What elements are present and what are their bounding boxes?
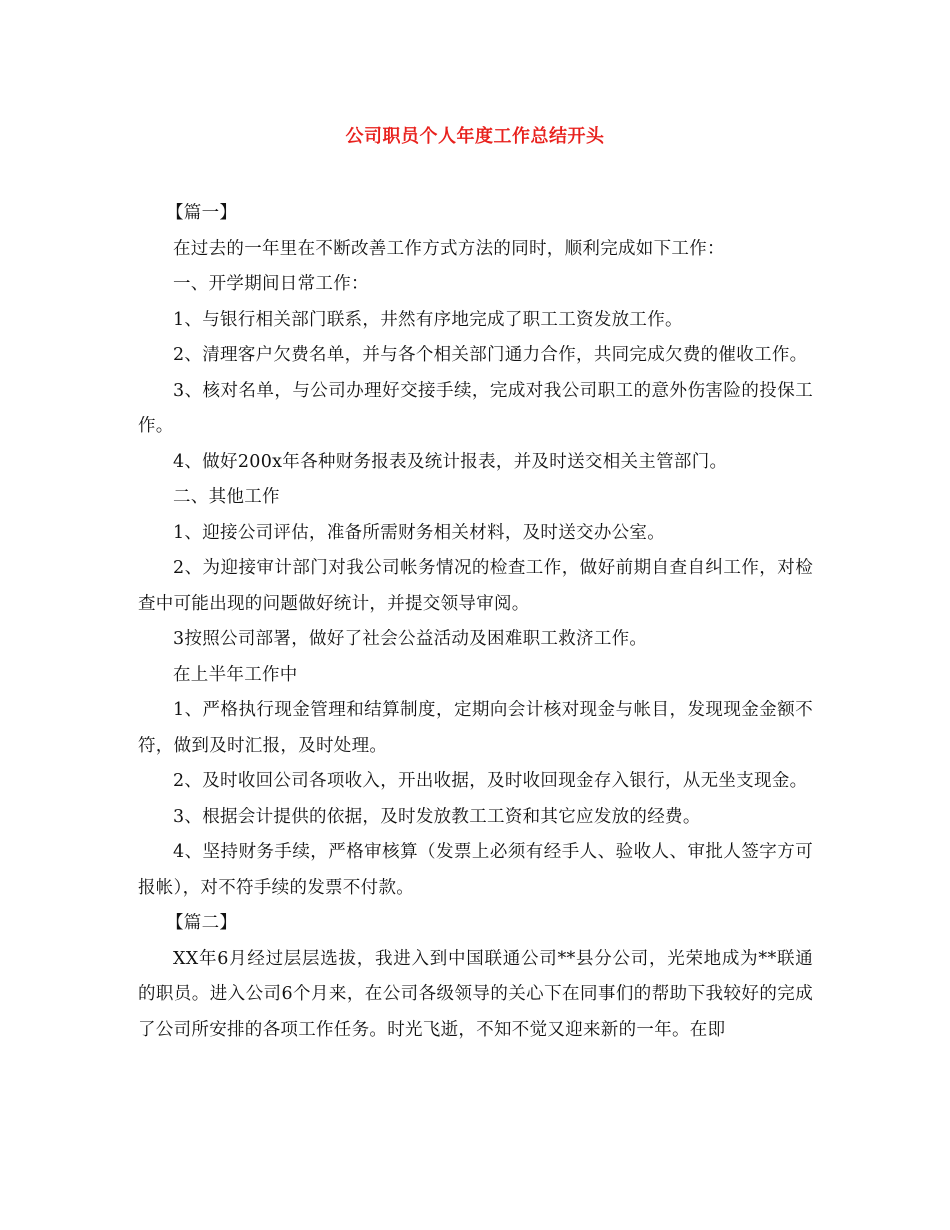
document-title: 公司职员个人年度工作总结开头	[345, 126, 605, 147]
section-heading: 【篇二】	[166, 913, 238, 933]
paragraph: 3、核对名单，与公司办理好交接手续，完成对我公司职工的意外伤害险的投保工作。	[138, 380, 813, 436]
paragraph: 在过去的一年里在不断改善工作方式方法的同时，顺利完成如下工作：	[173, 238, 725, 259]
document-body	[138, 196, 813, 1048]
paragraph: 1、严格执行现金管理和结算制度，定期向会计核对现金与帐目，发现现金金额不符，做到及时汇报，及时处理。	[138, 700, 813, 756]
paragraph: 2、及时收回公司各项收入，开出收据，及时收回现金存入银行，从无坐支现金。	[173, 771, 808, 791]
paragraph: 3按照公司部署，做好了社会公益活动及困难职工救济工作。	[173, 629, 648, 649]
paragraph: 4、坚持财务手续，严格审核算（发票上必须有经手人、验收人、审批人签字方可报帐），对不符手续的发票不付款。	[138, 842, 813, 898]
section-heading: 【篇一】	[166, 203, 238, 223]
paragraph: 二、其他工作	[173, 487, 280, 507]
paragraph: 在上半年工作中	[173, 664, 298, 685]
paragraph: 4、做好200x年各种财务报表及统计报表，并及时送交相关主管部门。	[173, 451, 728, 472]
paragraph: 2、为迎接审计部门对我公司帐务情况的检查工作，做好前期自查自纠工作，对检查中可能出现的问题做好统计，并提交领导审阅。	[138, 558, 813, 614]
paragraph: 1、迎接公司评估，准备所需财务相关材料，及时送交办公室。	[173, 522, 666, 543]
paragraph: 1、与银行相关部门联系，井然有序地完成了职工工资发放工作。	[173, 309, 683, 330]
paragraph: 2、清理客户欠费名单，并与各个相关部门通力合作，共同完成欠费的催收工作。	[173, 345, 808, 365]
paragraph: XX年6月经过层层选拔，我进入到中国联通公司**县分公司，光荣地成为**联通的职员。进入公司6个月来，在公司各级领导的关心下在同事们的帮助下我较好的完成了公司所安排的各项工作任务。时光飞逝，不知不觉又迎来新的一年。在即	[138, 948, 813, 1040]
paragraph: 一、开学期间日常工作：	[173, 274, 369, 294]
paragraph: 3、根据会计提供的依据，及时发放教工工资和其它应发放的经费。	[173, 806, 701, 827]
